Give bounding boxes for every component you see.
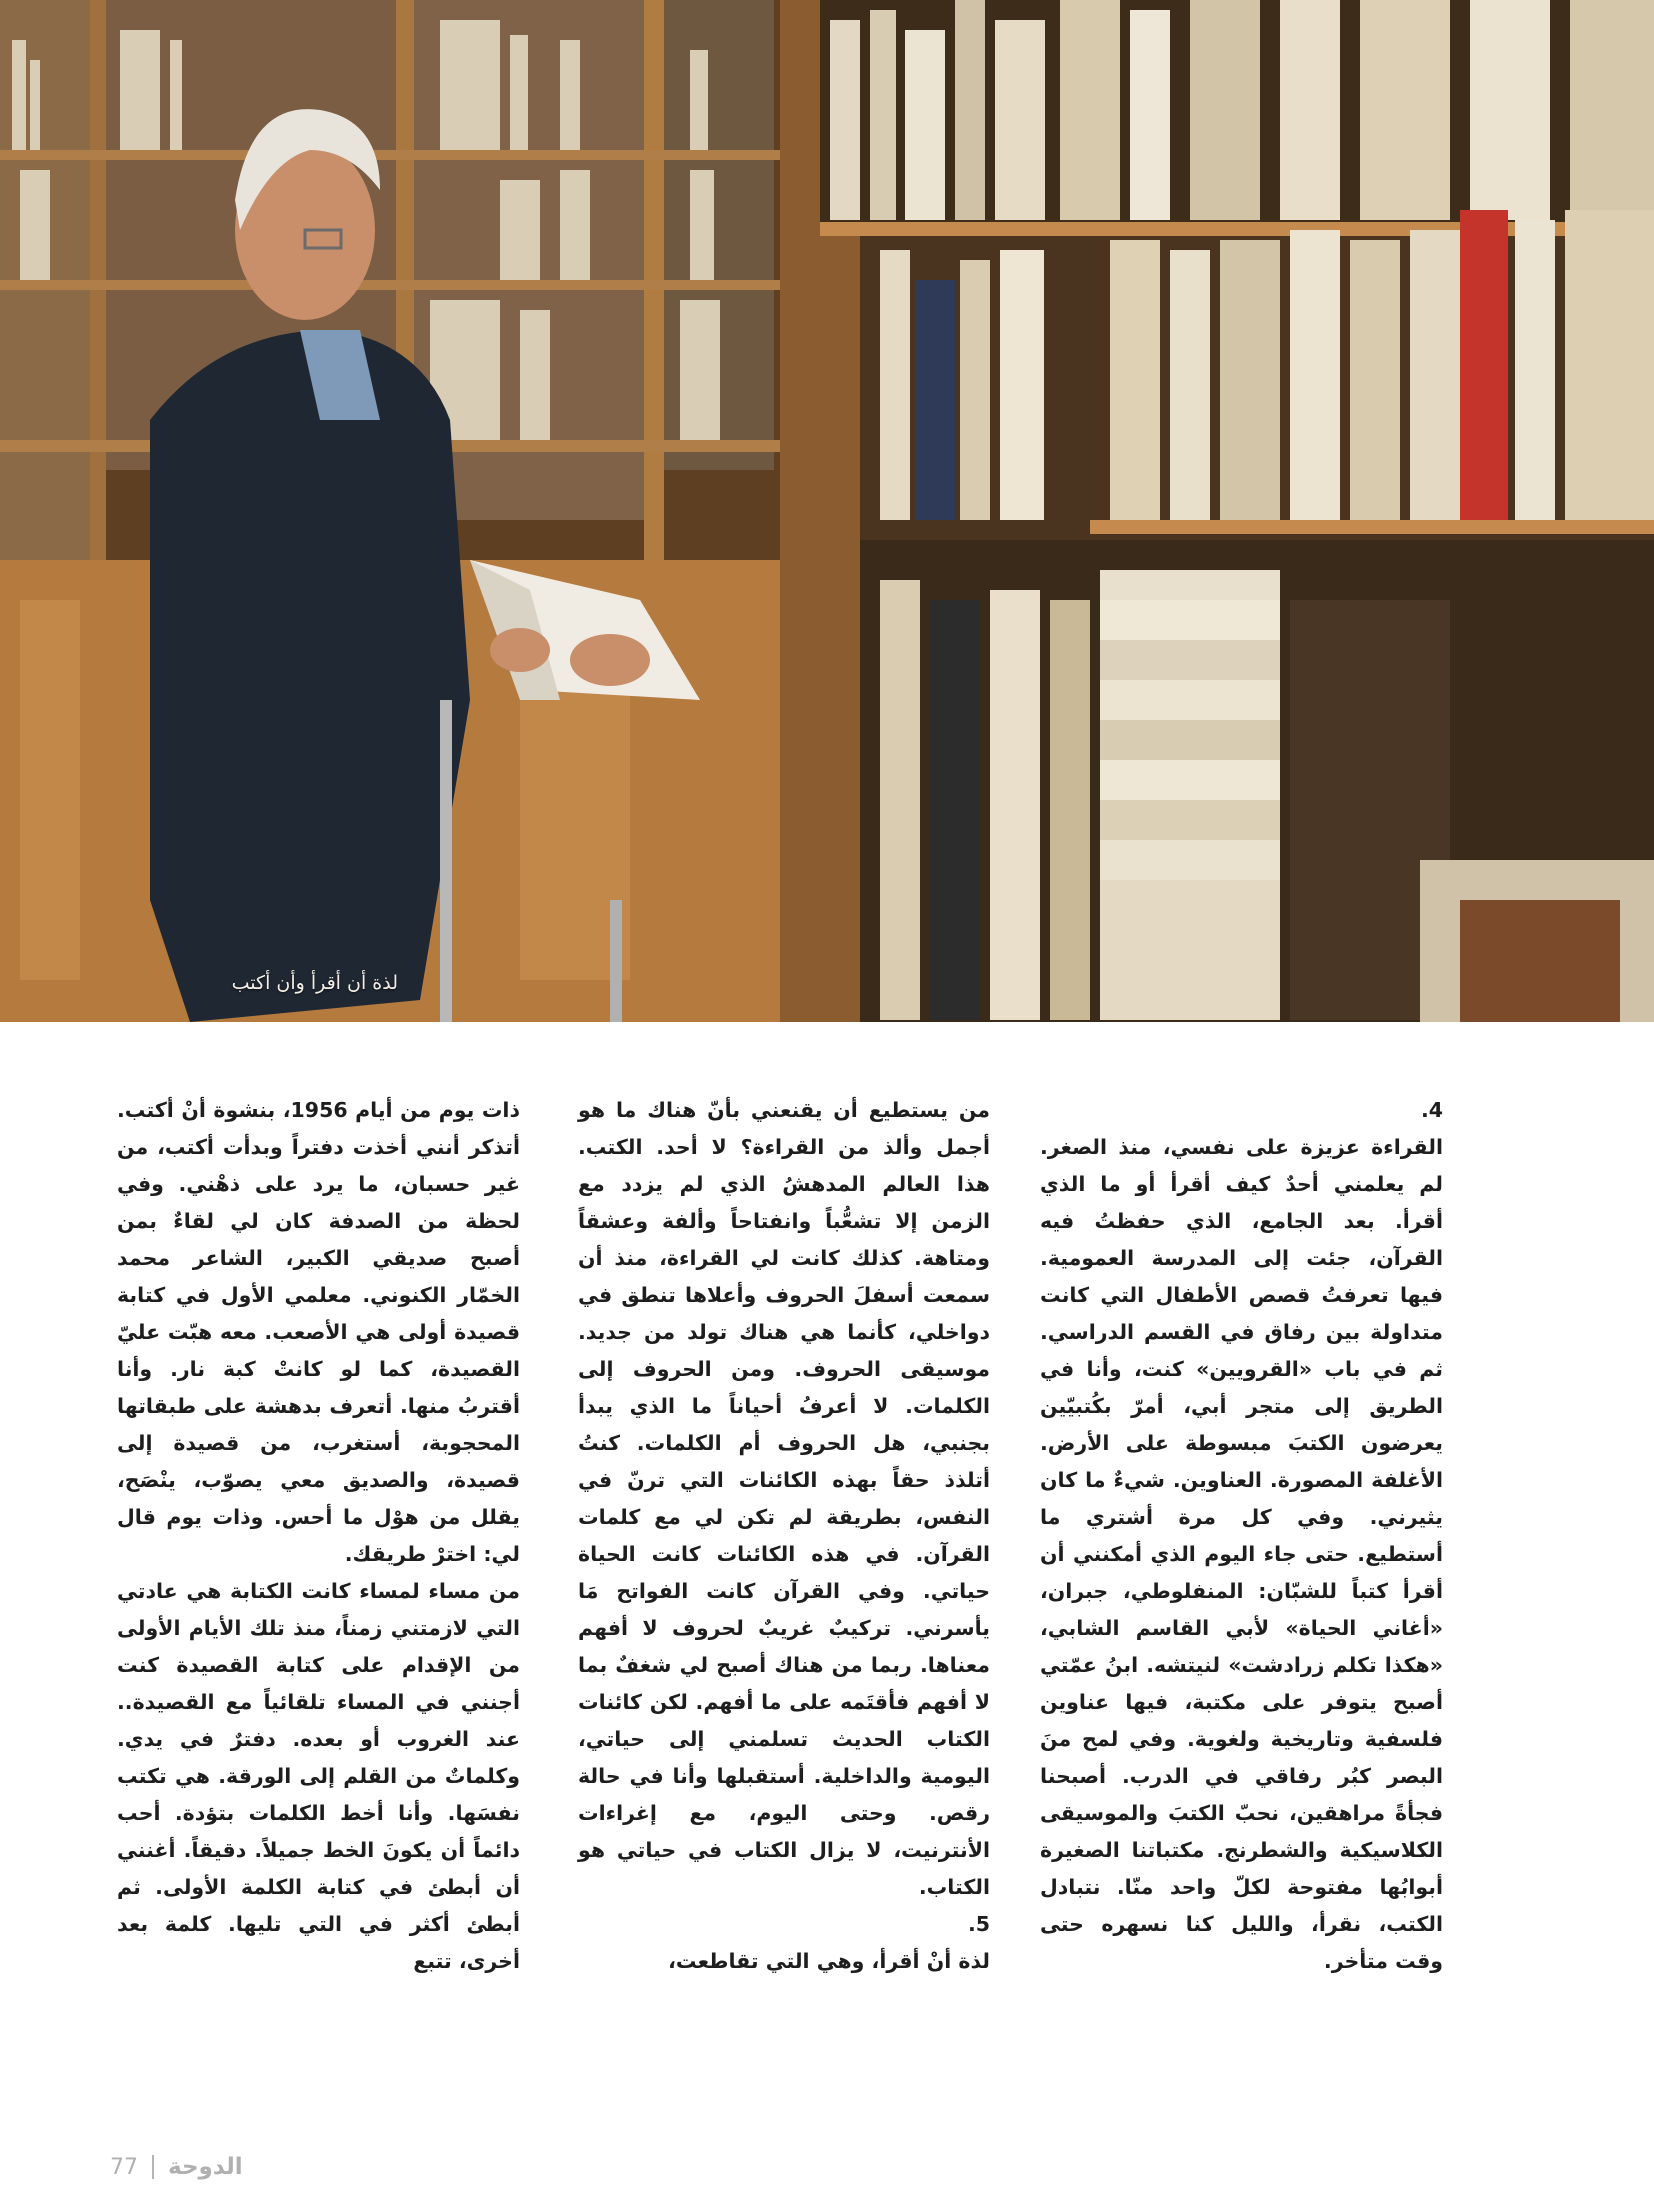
section-number: 5. xyxy=(967,1912,990,1936)
library-scene-illustration xyxy=(0,0,1654,1022)
article-photo xyxy=(0,0,1654,1022)
paragraph: ذات يوم من أيام 1956، بنشوة أنْ أكتب. أتذكر أنني أخذت دفتراً وبدأت أكتب، من غير حسبان، ما يرد على ذهْني. وفي لحظة من الصدفة كان لي لقاءٌ بمن أصبح صديقي الكبير، الشاعر محمد الخمّار الكنوني. معلمي الأول في كتابة قصيدة أولى هي الأصعب. معه هبّت عليّ القصيدة، كما لو كانتْ كبة نار. وأنا أقتربُ منها. أتعرف بدهشة على طبقاتها المحجوبة، أستغرب، من قصيدة إلى قصيدة، والصديق معي يصوّب، ينْصَح، يقلل من هوْل ما أحس. وذات يوم قال لي: اخترْ طريقك. xyxy=(117,1098,520,1566)
article-column-middle xyxy=(578,1092,990,1980)
paragraph: من مساء لمساء كانت الكتابة هي عادتي التي لازمتني زمناً، منذ تلك الأيام الأولى من الإقدام على كتابة القصيدة كنت أجنني في المساء تلقائياً مع القصيدة.. عند الغروب أو بعده. دفترٌ في يدي. وكلماتٌ من القلم إلى الورقة. هي تكتب نفسَها. وأنا أخط الكلمات بتؤدة. أحب دائماً أن يكونَ الخط جميلاً. دقيقاً. أغنني أن أبطئ في كتابة الكلمة الأولى. ثم أبطئ أكثر في التي تليها. كلمة بعد أخرى، تتبع xyxy=(117,1579,520,1973)
footer-divider xyxy=(152,2155,154,2179)
magazine-name: الدوحة xyxy=(168,2154,243,2180)
page-number: 77 xyxy=(110,2154,138,2180)
paragraph: من يستطيع أن يقنعني بأنّ هناك ما هو أجمل وألذ من القراءة؟ لا أحد. الكتب. هذا العالم المدهشُ الذي لم يزدد مع الزمن إلا تشعُّباً وانفتاحاً وألفة وعشقاً ومتاهة. كذلك كانت لي القراءة، منذ أن سمعت أسفلَ الحروف وأعلاها تنطق في دواخلي، كأنما هي هناك تولد من جديد. موسيقى الحروف. ومن الحروف إلى الكلمات. لا أعرفُ أحياناً ما الذي يبدأ بجنبي، هل الحروف أم الكلمات. كنتُ أتلذذ حقاً بهذه الكائنات التي ترنّ في النفس، بطريقة لم تكن لي مع كلمات القرآن. في هذه الكائنات كانت الحياة حياتي. وفي القرآن كانت الفواتح مَا يأسرني. تركيبٌ غريبٌ لحروف لا أفهم معناها. ربما من هناك أصبح لي شغفٌ بما لا أفهم فأقتَمه على ما أفهم. لكن كائنات الكتاب الحديث تسلمني إلى حياتي، اليومية والداخلية. أستقبلها وأنا في حالة رقص. وحتى اليوم، مع إغراءات الأنترنيت، لا يزال الكتاب في حياتي هو الكتاب. xyxy=(578,1098,990,1899)
paragraph: القراءة عزيزة على نفسي، منذ الصغر. لم يعلمني أحدٌ كيف أقرأ أو ما الذي أقرأ. بعد الجامع، الذي حفظتُ فيه القرآن، جئت إلى المدرسة العمومية. فيها تعرفتُ قصص الأطفال التي كانت متداولة بين رفاق في القسم الدراسي. ثم في باب «القرويين» كنت، وأنا في الطريق إلى متجر أبي، أمرّ بكُتبيّين يعرضون الكتبَ مبسوطة على الأرض. الأغلفة المصورة. العناوين. شيءٌ ما كان يثيرني. وفي كل مرة أشتري ما أستطيع. حتى جاء اليوم الذي أمكنني أن أقرأ كتباً للشبّان: المنفلوطي، جبران، «أغاني الحياة» لأبي القاسم الشابي، «هكذا تكلم زرادشت» لنيتشه. ابنُ عمّتي أصبح يتوفر على مكتبة، فيها عناوين فلسفية وتاريخية ولغوية. وفي لمح منَ البصر كبُر رفاقي في الدرب. أصبحنا فجأةً مراهقين، نحبّ الكتبَ والموسيقى الكلاسيكية والشطرنج. مكتباتنا الصغيرة أبوابُها مفتوحة لكلّ واحد منّا. نتبادل الكتب، نقرأ، والليل كنا نسهره حتى وقت متأخر. xyxy=(1040,1135,1443,1973)
article-column-right xyxy=(1040,1092,1443,1980)
section-number: 4. xyxy=(1420,1098,1443,1122)
article-column-left xyxy=(117,1092,520,1980)
paragraph: لذة أنْ أقرأ، وهي التي تقاطعت، xyxy=(668,1949,990,1973)
page-footer xyxy=(110,2152,243,2182)
photo-caption: لذة أن أقرأ وأن أكتب xyxy=(231,972,398,994)
